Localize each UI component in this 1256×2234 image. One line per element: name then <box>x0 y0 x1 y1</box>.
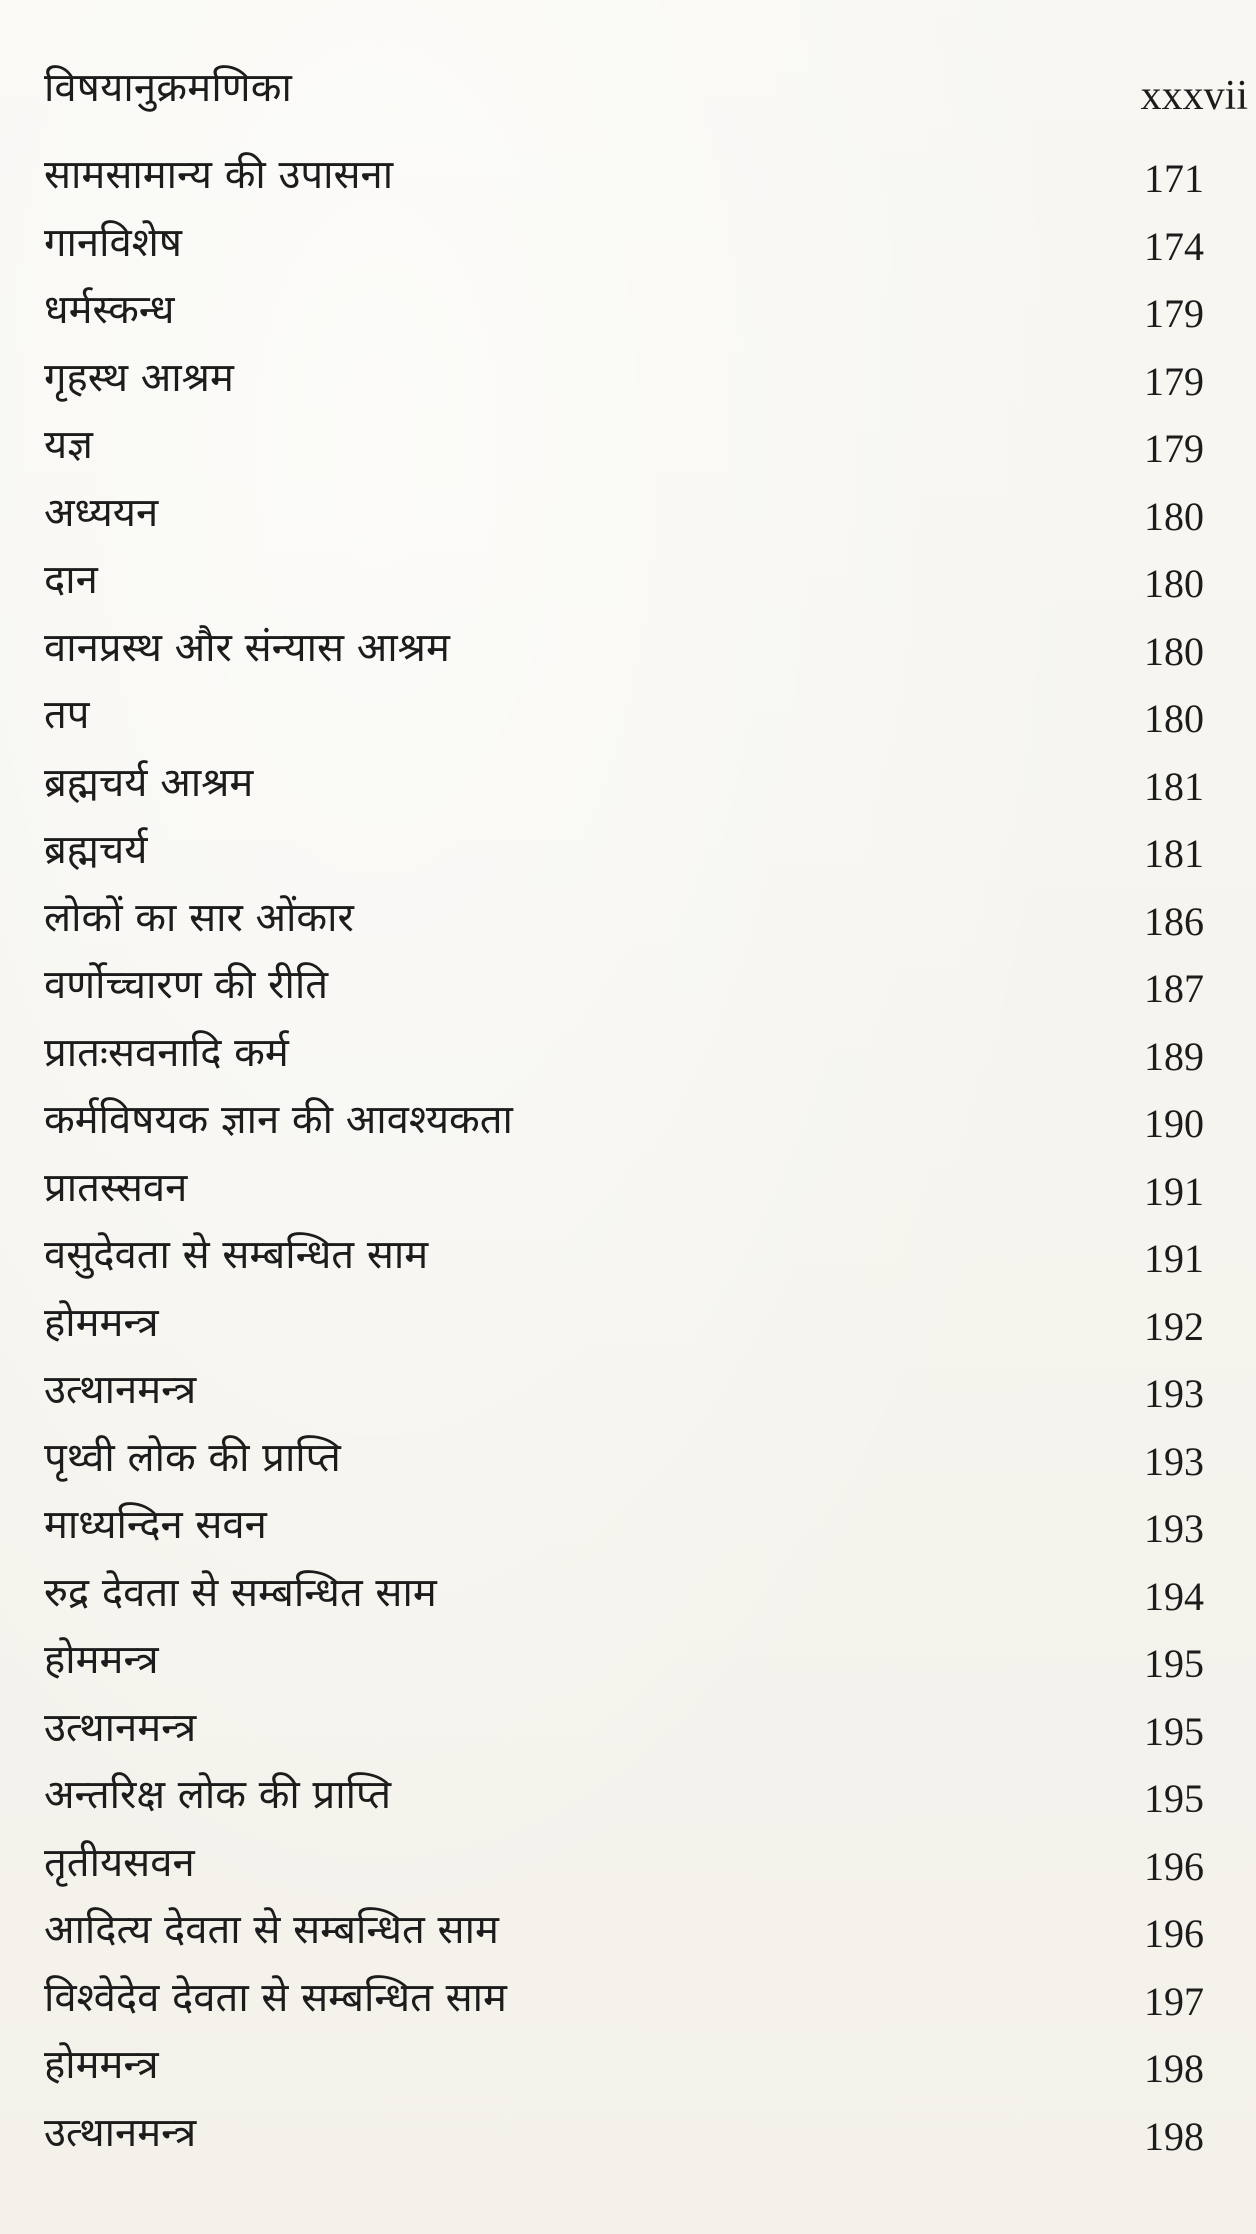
toc-entry-title: सामसामान्य की उपासना <box>44 152 394 198</box>
toc-entry-title: तृतीयसवन <box>44 1839 195 1886</box>
toc-entry <box>44 955 1204 1023</box>
toc-entry <box>44 1293 1204 1361</box>
toc-entry <box>44 145 1204 213</box>
toc-entry-title: होममन्त्र <box>44 2042 159 2088</box>
toc-entry <box>44 1158 1204 1226</box>
toc-entry-title: वसुदेवता से सम्बन्धित साम <box>44 1232 429 1278</box>
toc-entry-page: 195 <box>1144 1641 1204 1686</box>
toc-entry-page: 180 <box>1144 696 1204 741</box>
toc-entry-page: 179 <box>1144 426 1204 471</box>
toc-entry <box>44 618 1204 686</box>
toc-entry <box>44 1900 1204 1968</box>
toc-entry-page: 181 <box>1144 763 1204 809</box>
toc-entry-title: गानविशेष <box>44 219 182 266</box>
toc-entry-page: 193 <box>1144 1371 1204 1416</box>
toc-entry-page: 196 <box>1144 1911 1204 1956</box>
toc-entry-page: 192 <box>1144 1303 1204 1349</box>
toc-entry-page: 180 <box>1144 493 1204 539</box>
toc-entry <box>44 1833 1204 1901</box>
toc-entry-page: 181 <box>1144 831 1204 876</box>
toc-entry-title: दान <box>44 557 98 603</box>
toc-entry-title: पृथ्वी लोक की प्राप्ति <box>44 1434 341 1481</box>
toc-entry-title: रुद्र देवता से सम्बन्धित साम <box>44 1569 437 1616</box>
toc-entry-title: ब्रह्मचर्य <box>44 827 148 873</box>
toc-entry-title: विश्वेदेव देवता से सम्बन्धित साम <box>44 1974 507 2021</box>
toc-entry-page: 189 <box>1144 1033 1204 1079</box>
toc-entry <box>44 2103 1204 2171</box>
toc-entry-page: 191 <box>1144 1168 1204 1214</box>
toc-entry-page: 186 <box>1144 898 1204 944</box>
toc-entry-page: 179 <box>1144 291 1204 336</box>
toc-entry-title: उत्थानमन्त्र <box>44 1367 197 1413</box>
toc-entry-page: 187 <box>1144 966 1204 1011</box>
toc-entry-title: होममन्त्र <box>44 1299 159 1346</box>
toc-entry-page: 195 <box>1144 1708 1204 1754</box>
toc-entry <box>44 753 1204 821</box>
toc-entry-title: आदित्य देवता से सम्बन्धित साम <box>44 1907 499 1953</box>
toc-entry-page: 180 <box>1144 561 1204 606</box>
toc-entry-page: 197 <box>1144 1978 1204 2024</box>
toc-entry-title: वर्णोच्चारण की रीति <box>44 962 329 1008</box>
table-of-contents <box>44 145 1204 2170</box>
toc-entry-page: 195 <box>1144 1776 1204 1821</box>
toc-entry-page: 198 <box>1144 2113 1204 2159</box>
toc-entry <box>44 1428 1204 1496</box>
toc-entry <box>44 415 1204 483</box>
toc-entry <box>44 2035 1204 2103</box>
toc-entry-page: 196 <box>1144 1843 1204 1889</box>
toc-entry <box>44 348 1204 416</box>
toc-entry <box>44 1495 1204 1563</box>
toc-entry <box>44 685 1204 753</box>
toc-entry-page: 190 <box>1144 1101 1204 1146</box>
running-title: विषयानुक्रमणिका <box>44 65 293 111</box>
toc-entry-title: माध्यन्दिन सवन <box>44 1502 267 1548</box>
toc-entry-page: 171 <box>1144 156 1204 201</box>
toc-entry-page: 194 <box>1144 1573 1204 1619</box>
toc-entry-title: उत्थानमन्त्र <box>44 2109 197 2156</box>
toc-entry <box>44 280 1204 348</box>
toc-entry-title: उत्थानमन्त्र <box>44 1704 197 1751</box>
toc-entry <box>44 1360 1204 1428</box>
toc-entry-title: प्रातःसवनादि कर्म <box>44 1029 289 1076</box>
toc-entry-page: 198 <box>1144 2046 1204 2091</box>
toc-entry <box>44 1968 1204 2036</box>
toc-entry <box>44 1090 1204 1158</box>
toc-entry <box>44 1698 1204 1766</box>
toc-entry-title: कर्मविषयक ज्ञान की आवश्यकता <box>44 1097 513 1143</box>
toc-entry <box>44 483 1204 551</box>
toc-entry-page: 179 <box>1144 358 1204 404</box>
toc-entry-title: अन्तरिक्ष लोक की प्राप्ति <box>44 1772 392 1818</box>
toc-entry-title: लोकों का सार ओंकार <box>44 894 354 941</box>
toc-entry-title: यज्ञ <box>44 422 93 468</box>
toc-entry-title: वानप्रस्थ और संन्यास आश्रम <box>44 624 450 671</box>
toc-entry <box>44 888 1204 956</box>
page-number: xxxvii <box>1140 73 1248 119</box>
toc-entry <box>44 820 1204 888</box>
toc-entry <box>44 1765 1204 1833</box>
toc-entry-page: 193 <box>1144 1506 1204 1551</box>
toc-entry <box>44 1225 1204 1293</box>
toc-entry-page: 191 <box>1144 1236 1204 1281</box>
toc-entry <box>44 550 1204 618</box>
toc-entry <box>44 213 1204 281</box>
toc-entry <box>44 1563 1204 1631</box>
toc-entry-title: अध्ययन <box>44 489 159 536</box>
toc-entry-title: होममन्त्र <box>44 1637 159 1683</box>
toc-entry-page: 193 <box>1144 1438 1204 1484</box>
toc-entry <box>44 1023 1204 1091</box>
toc-entry-title: तप <box>44 692 90 738</box>
toc-entry-page: 180 <box>1144 628 1204 674</box>
toc-entry-title: प्रातस्सवन <box>44 1164 188 1211</box>
toc-entry-title: ब्रह्मचर्य आश्रम <box>44 759 254 806</box>
toc-entry <box>44 1630 1204 1698</box>
toc-entry-page: 174 <box>1144 223 1204 269</box>
toc-entry-title: धर्मस्कन्ध <box>44 287 175 333</box>
toc-entry-title: गृहस्थ आश्रम <box>44 354 234 401</box>
